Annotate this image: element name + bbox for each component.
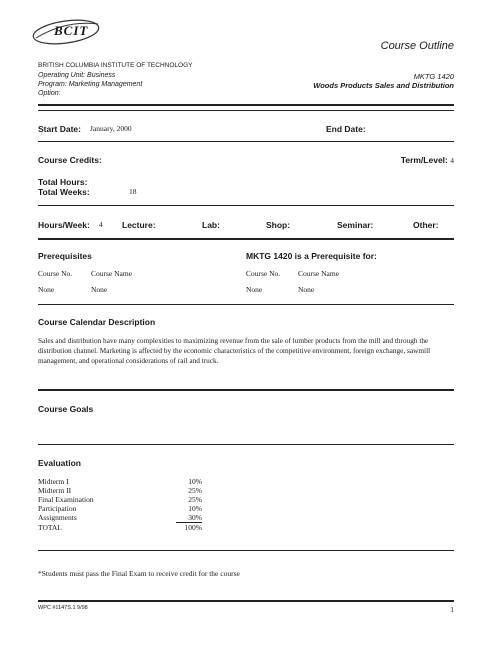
prereq-row-no: None bbox=[38, 285, 55, 294]
goals-title: Course Goals bbox=[38, 404, 94, 414]
bcit-logo bbox=[30, 14, 102, 48]
evaluation-table bbox=[38, 477, 202, 532]
prereq-title: Prerequisites bbox=[38, 251, 92, 261]
evaluation-item-name: Participation bbox=[38, 504, 77, 513]
calendar-divider bbox=[38, 389, 454, 391]
operating-unit: Operating Unit: Business bbox=[38, 72, 116, 79]
seminar-label: Seminar: bbox=[337, 220, 374, 230]
total-hours-label: Total Hours: bbox=[38, 177, 88, 187]
total-weeks-value: 18 bbox=[129, 187, 137, 196]
footer-divider bbox=[38, 600, 454, 602]
evaluation-item-name: Midterm II bbox=[38, 486, 72, 495]
evaluation-row bbox=[38, 477, 202, 486]
evaluation-total-value: 100% bbox=[184, 523, 202, 532]
calendar-title: Course Calendar Description bbox=[38, 317, 156, 327]
evaluation-item-value: 10% bbox=[188, 504, 202, 513]
total-weeks-label: Total Weeks: bbox=[38, 187, 90, 197]
page-number: 1 bbox=[450, 605, 454, 614]
evaluation-row bbox=[38, 504, 202, 513]
prereq-for-row-name: None bbox=[298, 285, 315, 294]
prereq-col-name: Course Name bbox=[91, 269, 133, 278]
header-divider-2 bbox=[38, 110, 454, 111]
header-divider bbox=[38, 104, 454, 106]
program: Program: Marketing Management bbox=[38, 81, 143, 88]
other-label: Other: bbox=[413, 220, 439, 230]
exam-note: *Students must pass the Final Exam to receive credit for the course bbox=[38, 569, 240, 578]
dates-divider bbox=[38, 141, 454, 142]
evaluation-title: Evaluation bbox=[38, 458, 81, 468]
hours-week-value: 4 bbox=[99, 220, 103, 229]
end-date-label: End Date: bbox=[326, 124, 366, 134]
evaluation-divider bbox=[38, 550, 454, 551]
term-level-text: Term/Level: bbox=[400, 155, 448, 165]
evaluation-item-value: 25% bbox=[188, 486, 202, 495]
option: Option: bbox=[38, 90, 61, 97]
start-date-value: January, 2000 bbox=[90, 124, 132, 133]
evaluation-item-name: Midterm I bbox=[38, 477, 69, 486]
course-code: MKTG 1420 bbox=[413, 72, 454, 81]
prereq-for-col-no: Course No. bbox=[246, 269, 281, 278]
term-level-value: 4 bbox=[450, 156, 454, 165]
shop-label: Shop: bbox=[266, 220, 291, 230]
evaluation-item-value: 10% bbox=[188, 477, 202, 486]
lab-label: Lab: bbox=[202, 220, 220, 230]
evaluation-item-value: 30% bbox=[176, 513, 202, 523]
start-date-label: Start Date: bbox=[38, 124, 81, 134]
evaluation-total-name: TOTAL bbox=[38, 523, 62, 532]
calendar-text: Sales and distribution have many complexities to maximizing revenue from the sale of lumber products from the mill and through the distribution channel. Marketing is affected by the economic characteristics of the competitive environment, foreign exchange, sawmill management, and operational considerations of rail and truck. bbox=[38, 336, 431, 365]
page-title: Course Outline bbox=[380, 40, 454, 52]
evaluation-item-value: 25% bbox=[188, 495, 202, 504]
evaluation-row bbox=[38, 495, 202, 504]
hours-divider-2 bbox=[38, 238, 454, 240]
institute-name: BRITISH COLUMBIA INSTITUTE OF TECHNOLOGY bbox=[38, 62, 193, 69]
hours-week-label: Hours/Week: bbox=[38, 220, 90, 230]
prereq-for-col-name: Course Name bbox=[298, 269, 340, 278]
evaluation-item-name: Final Examination bbox=[38, 495, 94, 504]
evaluation-total-row bbox=[38, 522, 202, 532]
hours-divider bbox=[38, 205, 454, 206]
evaluation-row bbox=[38, 513, 202, 522]
course-name: Woods Products Sales and Distribution bbox=[313, 81, 454, 90]
prereq-for-title: MKTG 1420 is a Prerequisite for: bbox=[246, 251, 377, 261]
footer-left: WPC #1147S.1 9/98 bbox=[38, 605, 88, 611]
prereq-row-name: None bbox=[91, 285, 108, 294]
prereq-for-row-no: None bbox=[246, 285, 263, 294]
course-credits-label: Course Credits: bbox=[38, 155, 102, 165]
logo-text: BCIT bbox=[54, 23, 89, 38]
term-level-label bbox=[401, 155, 454, 165]
prereq-divider bbox=[38, 304, 454, 305]
lecture-label: Lecture: bbox=[122, 220, 156, 230]
evaluation-item-name: Assignments bbox=[38, 513, 77, 522]
goals-divider bbox=[38, 444, 454, 445]
evaluation-row bbox=[38, 486, 202, 495]
prereq-col-no: Course No. bbox=[38, 269, 73, 278]
